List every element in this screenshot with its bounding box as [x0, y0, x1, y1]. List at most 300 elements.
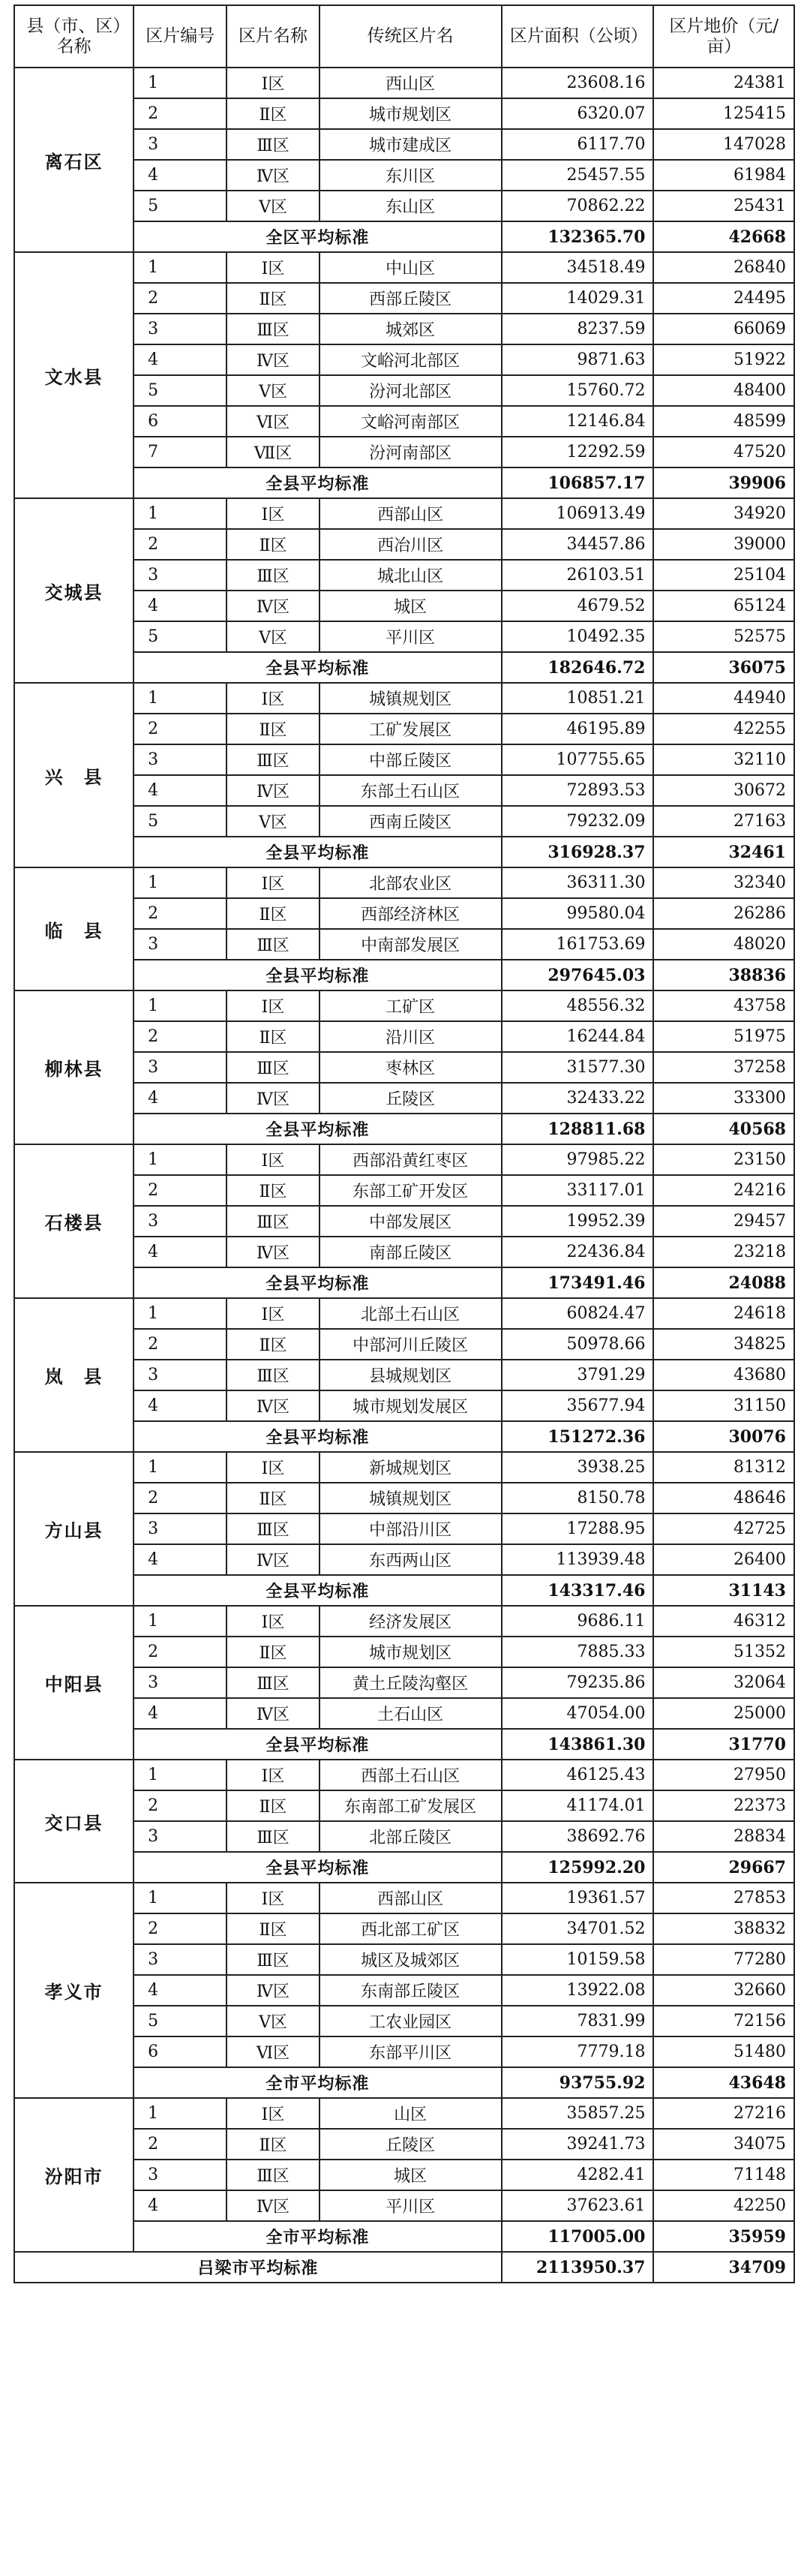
zone-price-cell: 32340	[653, 867, 794, 898]
average-area-cell: 128811.68	[502, 1114, 654, 1144]
traditional-name-cell: 东南部工矿发展区	[320, 1790, 502, 1821]
zone-name-cell: Ⅲ区	[226, 1667, 319, 1698]
zone-number-cell: 2	[134, 283, 226, 314]
zone-area-cell: 34457.86	[502, 529, 654, 560]
traditional-name-cell: 黄土丘陵沟壑区	[320, 1667, 502, 1698]
zone-price-cell: 48599	[653, 406, 794, 437]
average-area-cell: 151272.36	[502, 1421, 654, 1452]
county-name-cell: 离石区	[14, 68, 134, 252]
zone-name-cell: Ⅱ区	[226, 714, 319, 744]
zone-area-cell: 15760.72	[502, 375, 654, 406]
zone-price-cell: 43680	[653, 1360, 794, 1390]
zone-price-cell: 26400	[653, 1544, 794, 1575]
zone-price-cell: 37258	[653, 1052, 794, 1083]
zone-number-cell: 4	[134, 1237, 226, 1267]
average-price-cell: 32461	[653, 837, 794, 867]
zone-price-cell: 52575	[653, 621, 794, 652]
zone-area-cell: 7779.18	[502, 2036, 654, 2067]
zone-number-cell: 3	[134, 560, 226, 591]
zone-name-cell: Ⅰ区	[226, 990, 319, 1021]
zone-area-cell: 34701.52	[502, 1913, 654, 1944]
zone-name-cell: Ⅵ区	[226, 406, 319, 437]
table-row	[14, 498, 794, 529]
zone-area-cell: 48556.32	[502, 990, 654, 1021]
zone-area-cell: 6117.70	[502, 129, 654, 160]
zone-price-cell: 48400	[653, 375, 794, 406]
zone-number-cell: 3	[134, 1052, 226, 1083]
zone-price-cell: 22373	[653, 1790, 794, 1821]
average-area-cell: 173491.46	[502, 1267, 654, 1298]
zone-area-cell: 4679.52	[502, 591, 654, 621]
zone-name-cell: Ⅱ区	[226, 898, 319, 929]
table-row	[14, 683, 794, 714]
zone-price-cell: 51922	[653, 344, 794, 375]
zone-price-cell: 34825	[653, 1329, 794, 1360]
header-zone-no: 区片编号	[134, 5, 226, 68]
zone-name-cell: Ⅲ区	[226, 1360, 319, 1390]
zone-name-cell: Ⅱ区	[226, 1913, 319, 1944]
zone-number-cell: 2	[134, 1329, 226, 1360]
zone-price-cell: 43758	[653, 990, 794, 1021]
zone-number-cell: 3	[134, 2160, 226, 2190]
traditional-name-cell: 城区	[320, 2160, 502, 2190]
zone-name-cell: Ⅱ区	[226, 1790, 319, 1821]
zone-price-cell: 32110	[653, 744, 794, 775]
zone-number-cell: 1	[134, 68, 226, 98]
zone-area-cell: 9686.11	[502, 1606, 654, 1637]
header-row	[14, 5, 794, 68]
traditional-name-cell: 平川区	[320, 2190, 502, 2221]
zone-area-cell: 50978.66	[502, 1329, 654, 1360]
header-zone-name: 区片名称	[226, 5, 319, 68]
average-label-cell: 全县平均标准	[134, 1267, 502, 1298]
traditional-name-cell: 中部丘陵区	[320, 744, 502, 775]
zone-area-cell: 60824.47	[502, 1298, 654, 1329]
zone-price-cell: 27216	[653, 2098, 794, 2129]
zone-area-cell: 25457.55	[502, 160, 654, 191]
county-name-cell: 临 县	[14, 867, 134, 990]
zone-name-cell: Ⅲ区	[226, 1513, 319, 1544]
zone-name-cell: Ⅱ区	[226, 1175, 319, 1206]
traditional-name-cell: 城镇规划区	[320, 683, 502, 714]
zone-number-cell: 5	[134, 191, 226, 221]
zone-name-cell: Ⅲ区	[226, 314, 319, 344]
average-label-cell: 全县平均标准	[134, 1421, 502, 1452]
traditional-name-cell: 东川区	[320, 160, 502, 191]
traditional-name-cell: 平川区	[320, 621, 502, 652]
traditional-name-cell: 西部经济林区	[320, 898, 502, 929]
zone-price-cell: 48020	[653, 929, 794, 960]
zone-name-cell: Ⅳ区	[226, 591, 319, 621]
traditional-name-cell: 北部土石山区	[320, 1298, 502, 1329]
zone-area-cell: 70862.22	[502, 191, 654, 221]
average-price-cell: 36075	[653, 652, 794, 683]
zone-name-cell: Ⅱ区	[226, 98, 319, 129]
zone-area-cell: 10159.58	[502, 1944, 654, 1975]
zone-name-cell: Ⅲ区	[226, 1052, 319, 1083]
zone-number-cell: 2	[134, 1790, 226, 1821]
average-price-cell: 42668	[653, 221, 794, 252]
zone-name-cell: Ⅱ区	[226, 1021, 319, 1052]
zone-area-cell: 161753.69	[502, 929, 654, 960]
table-row	[14, 68, 794, 98]
zone-price-cell: 27853	[653, 1883, 794, 1913]
zone-area-cell: 17288.95	[502, 1513, 654, 1544]
traditional-name-cell: 汾河北部区	[320, 375, 502, 406]
zone-price-cell: 24381	[653, 68, 794, 98]
county-name-cell: 孝义市	[14, 1883, 134, 2098]
zone-price-cell: 147028	[653, 129, 794, 160]
zone-name-cell: Ⅲ区	[226, 1206, 319, 1237]
zone-name-cell: Ⅰ区	[226, 1452, 319, 1483]
zone-name-cell: Ⅰ区	[226, 68, 319, 98]
zone-name-cell: Ⅰ区	[226, 252, 319, 283]
traditional-name-cell: 中山区	[320, 252, 502, 283]
county-name-cell: 石楼县	[14, 1144, 134, 1298]
county-name-cell: 方山县	[14, 1452, 134, 1606]
average-label-cell: 全县平均标准	[134, 652, 502, 683]
average-area-cell: 125992.20	[502, 1852, 654, 1883]
county-name-cell: 中阳县	[14, 1606, 134, 1760]
traditional-name-cell: 西冶川区	[320, 529, 502, 560]
zone-number-cell: 2	[134, 898, 226, 929]
traditional-name-cell: 县城规划区	[320, 1360, 502, 1390]
zone-area-cell: 31577.30	[502, 1052, 654, 1083]
zone-price-cell: 48646	[653, 1483, 794, 1513]
traditional-name-cell: 城镇规划区	[320, 1483, 502, 1513]
traditional-name-cell: 沿川区	[320, 1021, 502, 1052]
traditional-name-cell: 东部平川区	[320, 2036, 502, 2067]
zone-price-cell: 28834	[653, 1821, 794, 1852]
zone-price-cell: 32660	[653, 1975, 794, 2006]
city-total-label-cell: 吕梁市平均标准	[14, 2252, 502, 2283]
zone-name-cell: Ⅲ区	[226, 929, 319, 960]
zone-price-cell: 51975	[653, 1021, 794, 1052]
header-county: 县（市、区）名称	[14, 5, 134, 68]
traditional-name-cell: 西北部工矿区	[320, 1913, 502, 1944]
zone-number-cell: 1	[134, 867, 226, 898]
zone-name-cell: Ⅳ区	[226, 1544, 319, 1575]
zone-name-cell: Ⅰ区	[226, 1144, 319, 1175]
zone-price-cell: 33300	[653, 1083, 794, 1114]
zone-area-cell: 35857.25	[502, 2098, 654, 2129]
header-trad-name: 传统区片名	[320, 5, 502, 68]
zone-price-cell: 34920	[653, 498, 794, 529]
zone-area-cell: 8237.59	[502, 314, 654, 344]
zone-price-cell: 27163	[653, 806, 794, 837]
zone-price-cell: 24216	[653, 1175, 794, 1206]
county-name-cell: 柳林县	[14, 990, 134, 1144]
zone-price-cell: 66069	[653, 314, 794, 344]
zone-area-cell: 46125.43	[502, 1760, 654, 1790]
zone-number-cell: 2	[134, 714, 226, 744]
traditional-name-cell: 西部山区	[320, 1883, 502, 1913]
average-price-cell: 43648	[653, 2067, 794, 2098]
zone-name-cell: Ⅲ区	[226, 1821, 319, 1852]
zone-name-cell: Ⅱ区	[226, 283, 319, 314]
traditional-name-cell: 丘陵区	[320, 1083, 502, 1114]
zone-price-cell: 26286	[653, 898, 794, 929]
zone-name-cell: Ⅴ区	[226, 191, 319, 221]
zone-number-cell: 5	[134, 621, 226, 652]
land-price-table	[14, 5, 795, 2283]
zone-number-cell: 7	[134, 437, 226, 467]
average-label-cell: 全区平均标准	[134, 221, 502, 252]
zone-number-cell: 1	[134, 498, 226, 529]
zone-price-cell: 25431	[653, 191, 794, 221]
zone-area-cell: 23608.16	[502, 68, 654, 98]
zone-area-cell: 107755.65	[502, 744, 654, 775]
zone-number-cell: 1	[134, 2098, 226, 2129]
traditional-name-cell: 枣林区	[320, 1052, 502, 1083]
table-row	[14, 1883, 794, 1913]
zone-price-cell: 72156	[653, 2006, 794, 2036]
zone-number-cell: 3	[134, 314, 226, 344]
zone-price-cell: 71148	[653, 2160, 794, 2190]
zone-number-cell: 3	[134, 744, 226, 775]
average-area-cell: 106857.17	[502, 467, 654, 498]
zone-price-cell: 39000	[653, 529, 794, 560]
zone-price-cell: 47520	[653, 437, 794, 467]
zone-price-cell: 38832	[653, 1913, 794, 1944]
zone-area-cell: 12292.59	[502, 437, 654, 467]
zone-area-cell: 4282.41	[502, 2160, 654, 2190]
traditional-name-cell: 城北山区	[320, 560, 502, 591]
zone-number-cell: 1	[134, 1883, 226, 1913]
zone-number-cell: 2	[134, 98, 226, 129]
table-row	[14, 1452, 794, 1483]
traditional-name-cell: 工农业园区	[320, 2006, 502, 2036]
zone-price-cell: 42725	[653, 1513, 794, 1544]
traditional-name-cell: 中部河川丘陵区	[320, 1329, 502, 1360]
traditional-name-cell: 经济发展区	[320, 1606, 502, 1637]
table-row	[14, 990, 794, 1021]
zone-number-cell: 4	[134, 1544, 226, 1575]
traditional-name-cell: 工矿发展区	[320, 714, 502, 744]
average-price-cell: 24088	[653, 1267, 794, 1298]
traditional-name-cell: 南部丘陵区	[320, 1237, 502, 1267]
traditional-name-cell: 文峪河南部区	[320, 406, 502, 437]
zone-price-cell: 46312	[653, 1606, 794, 1637]
zone-number-cell: 1	[134, 990, 226, 1021]
table-body	[14, 68, 794, 2283]
zone-name-cell: Ⅲ区	[226, 1944, 319, 1975]
average-price-cell: 38836	[653, 960, 794, 990]
zone-area-cell: 10851.21	[502, 683, 654, 714]
zone-area-cell: 3791.29	[502, 1360, 654, 1390]
zone-area-cell: 8150.78	[502, 1483, 654, 1513]
zone-area-cell: 13922.08	[502, 1975, 654, 2006]
zone-name-cell: Ⅳ区	[226, 1237, 319, 1267]
traditional-name-cell: 城市规划发展区	[320, 1390, 502, 1421]
zone-number-cell: 2	[134, 1483, 226, 1513]
zone-area-cell: 9871.63	[502, 344, 654, 375]
zone-price-cell: 51480	[653, 2036, 794, 2067]
zone-area-cell: 79232.09	[502, 806, 654, 837]
zone-number-cell: 2	[134, 1021, 226, 1052]
average-price-cell: 29667	[653, 1852, 794, 1883]
zone-area-cell: 3938.25	[502, 1452, 654, 1483]
zone-area-cell: 19361.57	[502, 1883, 654, 1913]
zone-number-cell: 2	[134, 529, 226, 560]
zone-price-cell: 27950	[653, 1760, 794, 1790]
zone-number-cell: 3	[134, 1944, 226, 1975]
city-total-area-cell: 2113950.37	[502, 2252, 654, 2283]
zone-area-cell: 32433.22	[502, 1083, 654, 1114]
traditional-name-cell: 土石山区	[320, 1698, 502, 1729]
traditional-name-cell: 城区及城郊区	[320, 1944, 502, 1975]
zone-area-cell: 39241.73	[502, 2129, 654, 2160]
average-area-cell: 132365.70	[502, 221, 654, 252]
zone-name-cell: Ⅱ区	[226, 1329, 319, 1360]
zone-price-cell: 61984	[653, 160, 794, 191]
traditional-name-cell: 西部土石山区	[320, 1760, 502, 1790]
average-price-cell: 30076	[653, 1421, 794, 1452]
traditional-name-cell: 山区	[320, 2098, 502, 2129]
average-label-cell: 全县平均标准	[134, 1729, 502, 1760]
zone-name-cell: Ⅴ区	[226, 621, 319, 652]
zone-area-cell: 38692.76	[502, 1821, 654, 1852]
zone-number-cell: 4	[134, 1975, 226, 2006]
average-price-cell: 40568	[653, 1114, 794, 1144]
zone-name-cell: Ⅰ区	[226, 1606, 319, 1637]
zone-number-cell: 1	[134, 1452, 226, 1483]
zone-name-cell: Ⅱ区	[226, 529, 319, 560]
zone-number-cell: 2	[134, 1913, 226, 1944]
zone-price-cell: 81312	[653, 1452, 794, 1483]
average-price-cell: 35959	[653, 2221, 794, 2252]
zone-price-cell: 32064	[653, 1667, 794, 1698]
zone-number-cell: 4	[134, 2190, 226, 2221]
average-price-cell: 39906	[653, 467, 794, 498]
table-header	[14, 5, 794, 68]
zone-area-cell: 7831.99	[502, 2006, 654, 2036]
average-label-cell: 全县平均标准	[134, 467, 502, 498]
land-price-table-container	[14, 5, 795, 2283]
zone-name-cell: Ⅱ区	[226, 1637, 319, 1667]
table-row	[14, 1606, 794, 1637]
zone-area-cell: 16244.84	[502, 1021, 654, 1052]
zone-number-cell: 4	[134, 775, 226, 806]
zone-price-cell: 65124	[653, 591, 794, 621]
zone-area-cell: 26103.51	[502, 560, 654, 591]
zone-number-cell: 3	[134, 1513, 226, 1544]
average-price-cell: 31143	[653, 1575, 794, 1606]
zone-name-cell: Ⅳ区	[226, 1083, 319, 1114]
zone-name-cell: Ⅳ区	[226, 775, 319, 806]
zone-name-cell: Ⅵ区	[226, 2036, 319, 2067]
zone-price-cell: 29457	[653, 1206, 794, 1237]
zone-price-cell: 34075	[653, 2129, 794, 2160]
zone-number-cell: 4	[134, 160, 226, 191]
zone-number-cell: 3	[134, 1360, 226, 1390]
zone-number-cell: 1	[134, 1606, 226, 1637]
average-label-cell: 全市平均标准	[134, 2221, 502, 2252]
city-total-price-cell: 34709	[653, 2252, 794, 2283]
zone-name-cell: Ⅰ区	[226, 498, 319, 529]
traditional-name-cell: 西南丘陵区	[320, 806, 502, 837]
zone-name-cell: Ⅴ区	[226, 806, 319, 837]
header-area: 区片面积（公顷）	[502, 5, 654, 68]
zone-area-cell: 113939.48	[502, 1544, 654, 1575]
zone-name-cell: Ⅱ区	[226, 1483, 319, 1513]
zone-area-cell: 106913.49	[502, 498, 654, 529]
average-area-cell: 297645.03	[502, 960, 654, 990]
zone-area-cell: 72893.53	[502, 775, 654, 806]
zone-name-cell: Ⅰ区	[226, 867, 319, 898]
zone-name-cell: Ⅰ区	[226, 1760, 319, 1790]
traditional-name-cell: 城区	[320, 591, 502, 621]
average-label-cell: 全县平均标准	[134, 1852, 502, 1883]
zone-number-cell: 4	[134, 344, 226, 375]
zone-name-cell: Ⅴ区	[226, 375, 319, 406]
zone-area-cell: 14029.31	[502, 283, 654, 314]
table-row	[14, 867, 794, 898]
zone-area-cell: 47054.00	[502, 1698, 654, 1729]
traditional-name-cell: 西部山区	[320, 498, 502, 529]
zone-number-cell: 2	[134, 2129, 226, 2160]
zone-area-cell: 33117.01	[502, 1175, 654, 1206]
zone-number-cell: 4	[134, 1390, 226, 1421]
zone-price-cell: 42250	[653, 2190, 794, 2221]
zone-area-cell: 22436.84	[502, 1237, 654, 1267]
average-label-cell: 全县平均标准	[134, 1114, 502, 1144]
zone-number-cell: 1	[134, 1298, 226, 1329]
zone-price-cell: 125415	[653, 98, 794, 129]
zone-name-cell: Ⅲ区	[226, 2160, 319, 2190]
county-name-cell: 岚 县	[14, 1298, 134, 1452]
zone-area-cell: 36311.30	[502, 867, 654, 898]
zone-number-cell: 3	[134, 1821, 226, 1852]
average-label-cell: 全县平均标准	[134, 960, 502, 990]
zone-area-cell: 6320.07	[502, 98, 654, 129]
zone-name-cell: Ⅳ区	[226, 344, 319, 375]
zone-area-cell: 7885.33	[502, 1637, 654, 1667]
zone-name-cell: Ⅴ区	[226, 2006, 319, 2036]
traditional-name-cell: 东西两山区	[320, 1544, 502, 1575]
table-row	[14, 1298, 794, 1329]
zone-price-cell: 23150	[653, 1144, 794, 1175]
traditional-name-cell: 文峪河北部区	[320, 344, 502, 375]
zone-number-cell: 5	[134, 806, 226, 837]
zone-price-cell: 26840	[653, 252, 794, 283]
zone-price-cell: 51352	[653, 1637, 794, 1667]
zone-name-cell: Ⅰ区	[226, 2098, 319, 2129]
table-row	[14, 252, 794, 283]
zone-name-cell: Ⅰ区	[226, 683, 319, 714]
zone-price-cell: 42255	[653, 714, 794, 744]
average-price-cell: 31770	[653, 1729, 794, 1760]
county-name-cell: 交城县	[14, 498, 134, 683]
traditional-name-cell: 新城规划区	[320, 1452, 502, 1483]
average-label-cell: 全县平均标准	[134, 1575, 502, 1606]
traditional-name-cell: 西山区	[320, 68, 502, 98]
zone-name-cell: Ⅳ区	[226, 160, 319, 191]
traditional-name-cell: 东部工矿开发区	[320, 1175, 502, 1206]
county-name-cell: 兴 县	[14, 683, 134, 867]
traditional-name-cell: 中南部发展区	[320, 929, 502, 960]
traditional-name-cell: 城郊区	[320, 314, 502, 344]
zone-price-cell: 25000	[653, 1698, 794, 1729]
average-area-cell: 182646.72	[502, 652, 654, 683]
average-area-cell: 316928.37	[502, 837, 654, 867]
zone-area-cell: 10492.35	[502, 621, 654, 652]
zone-number-cell: 1	[134, 683, 226, 714]
zone-number-cell: 1	[134, 1760, 226, 1790]
zone-name-cell: Ⅳ区	[226, 1390, 319, 1421]
average-area-cell: 93755.92	[502, 2067, 654, 2098]
traditional-name-cell: 西部沿黄红枣区	[320, 1144, 502, 1175]
